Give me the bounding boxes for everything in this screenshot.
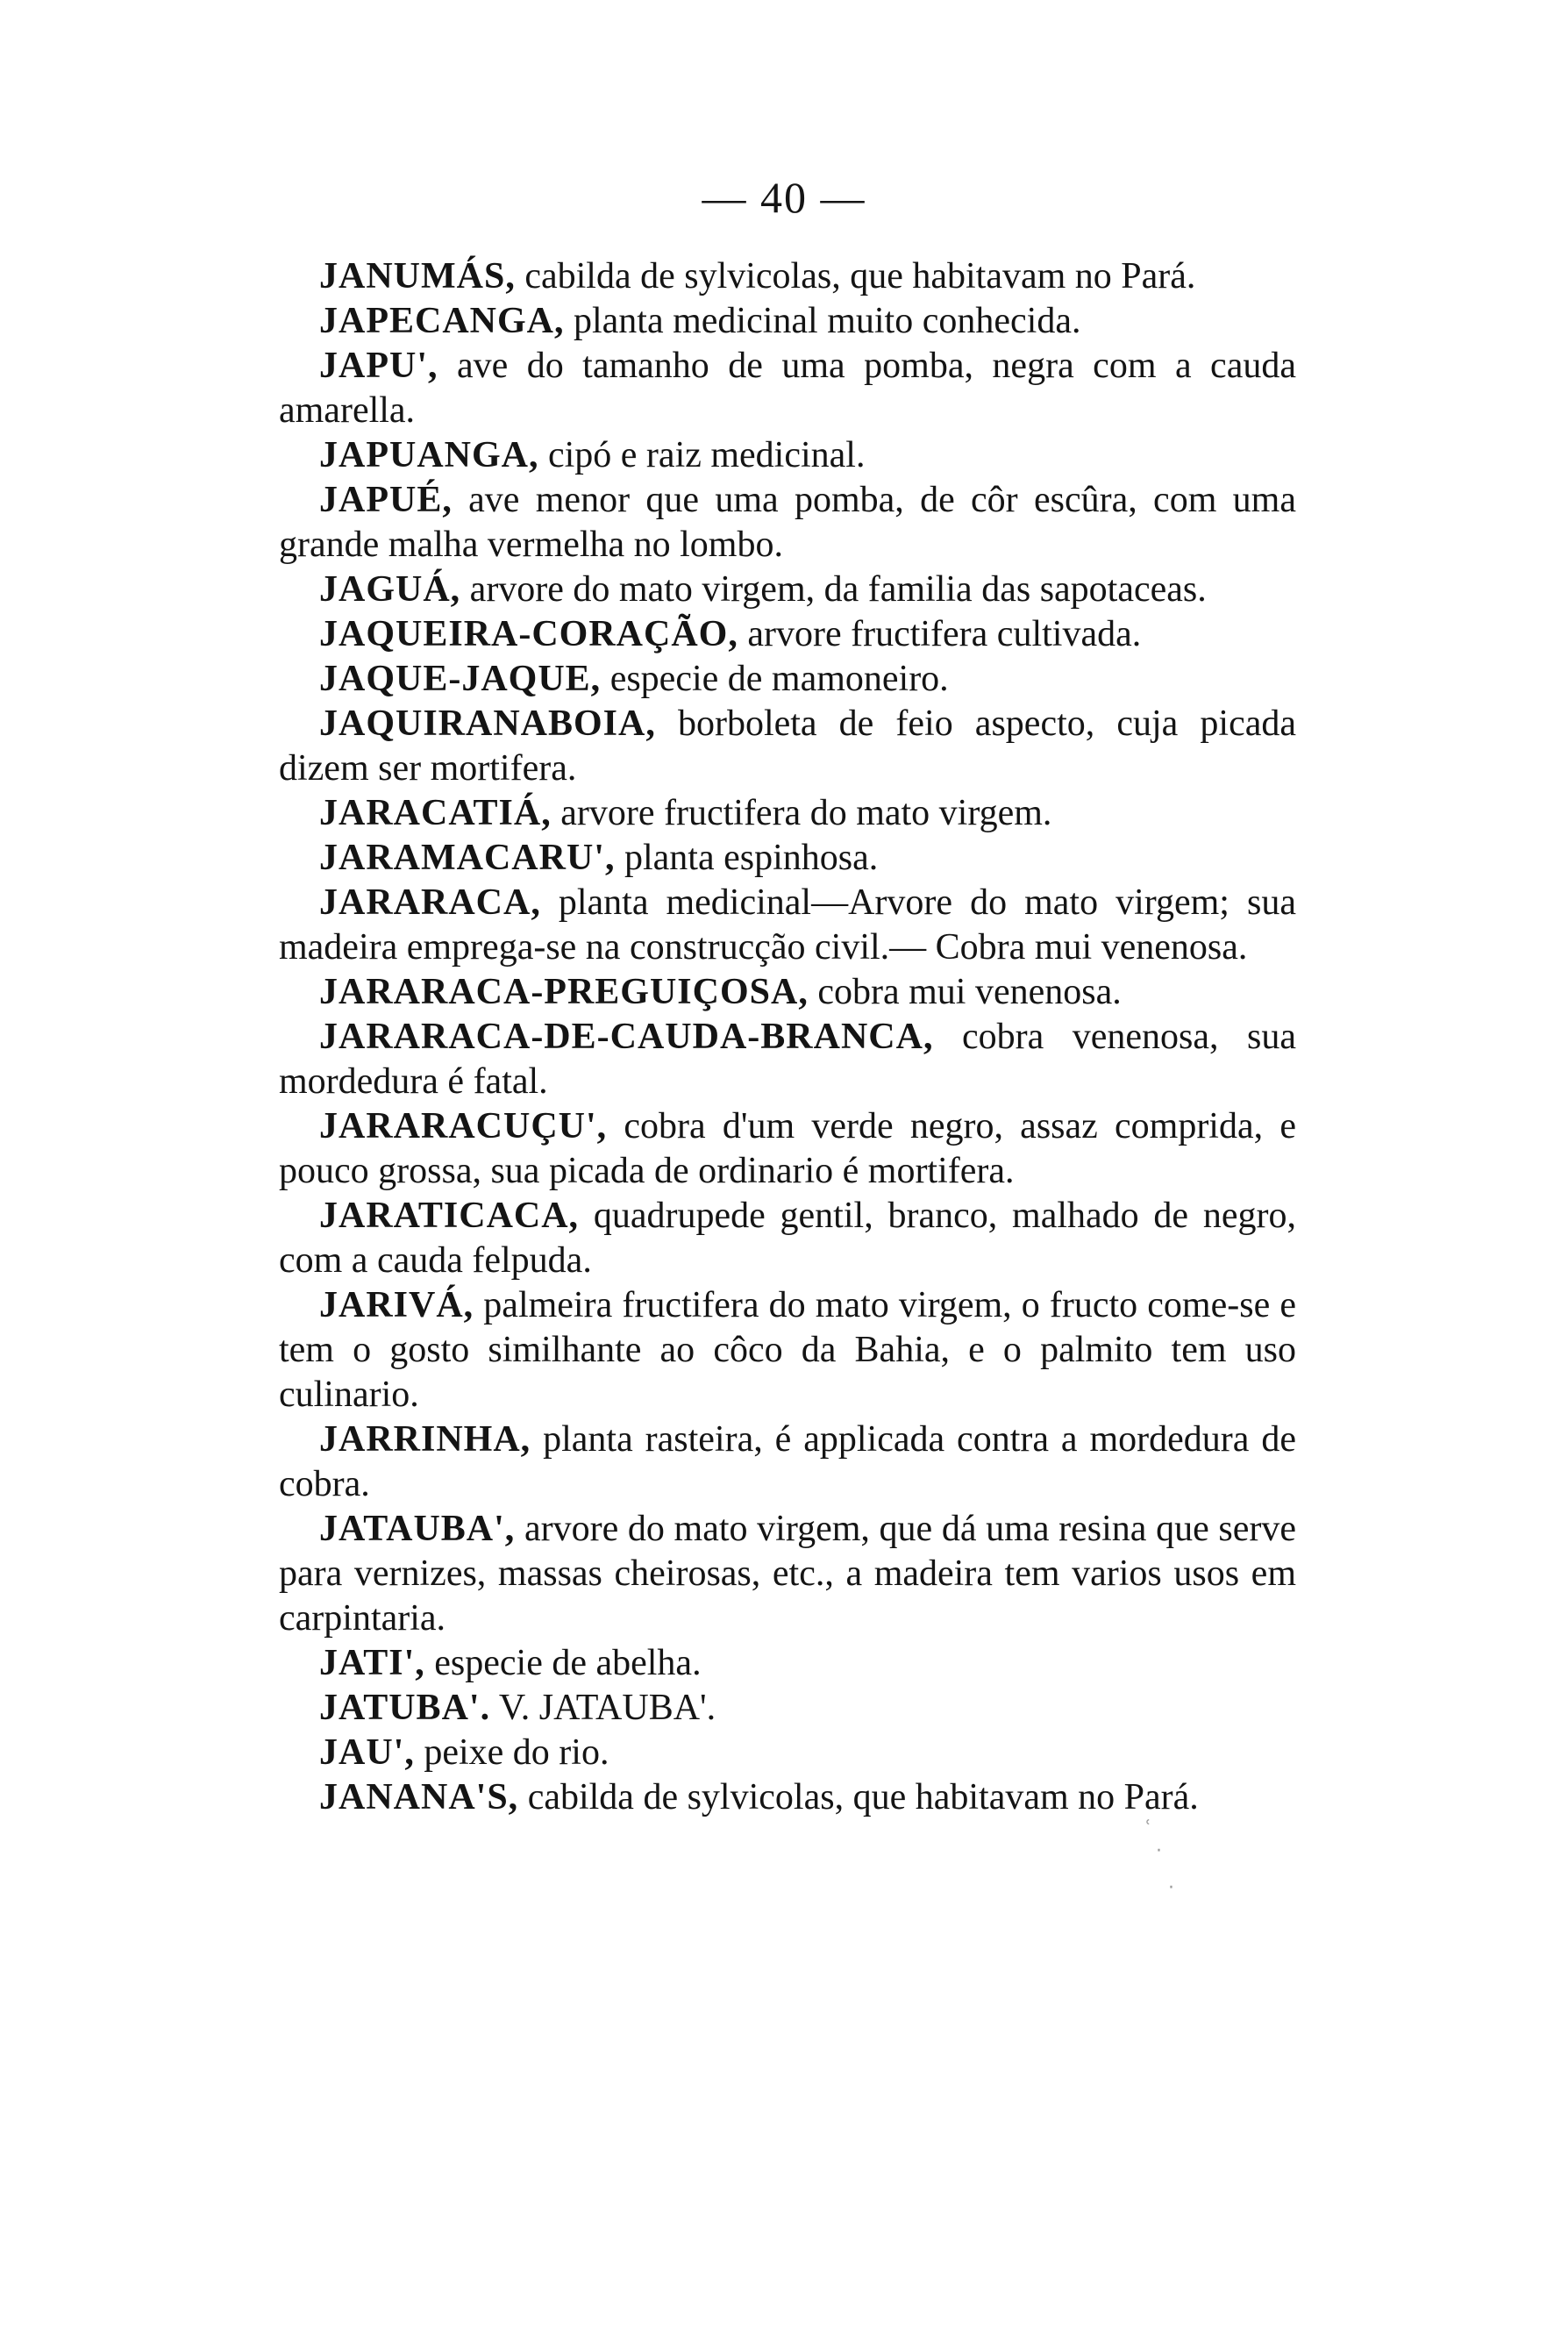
- headword: JARARACA-DE-CAUDA-BRANCA,: [319, 1017, 934, 1057]
- entry-jararaca: [279, 881, 1296, 970]
- definition: ave menor que uma pomba, de côr escûra, com uma grande malha vermelha no lombo.: [279, 480, 1296, 565]
- definition: cobra venenosa, sua mordedura é fatal.: [279, 1017, 1296, 1102]
- headword: JAQUE-JAQUE,: [319, 659, 602, 699]
- headword: JAPUANGA,: [319, 435, 539, 475]
- headword: JATUBA'.: [319, 1688, 491, 1728]
- entry-jatuba: [279, 1686, 1296, 1731]
- headword: JAPUÉ,: [319, 480, 453, 520]
- definition: arvore do mato virgem, que dá uma resina que serve para vernizes, massas cheirosas, etc., a madeira tem varios usos em carpintaria.: [279, 1509, 1296, 1639]
- definition: palmeira fructifera do mato virgem, o fructo come-se e tem o gosto similhante ao côco da Bahia, e o palmito tem uso culinario.: [279, 1285, 1296, 1415]
- dictionary-entries: [279, 254, 1296, 1820]
- headword: JAQUIRANABOIA,: [319, 703, 656, 744]
- headword: JAPU',: [319, 346, 438, 386]
- definition: cobra mui venenosa.: [808, 972, 1122, 1012]
- entry-jaraticaca: [279, 1194, 1296, 1283]
- headword: JATI',: [319, 1643, 425, 1683]
- definition: borboleta de feio aspecto, cuja picada dizem ser mortifera.: [279, 703, 1296, 789]
- definition: cobra d'um verde negro, assaz comprida, e pouco grossa, sua picada de ordinario é mortifera.: [279, 1106, 1296, 1191]
- entry-janumas: [279, 254, 1296, 299]
- definition: arvore do mato virgem, da familia das sapotaceas.: [460, 569, 1207, 610]
- headword: JARARACUÇU',: [319, 1106, 608, 1146]
- definition: planta medicinal—Arvore do mato virgem; sua madeira emprega-se na construcção civil.— Cobra mui venenosa.: [279, 882, 1296, 968]
- definition: cabilda de sylvicolas, que habitavam no Pará.: [515, 256, 1196, 296]
- definition: planta espinhosa.: [615, 838, 879, 878]
- headword: JAPECANGA,: [319, 301, 565, 341]
- entry-jaquiranaboia: [279, 702, 1296, 791]
- entry-jaque-jaque: [279, 657, 1296, 702]
- headword: JARIVÁ,: [319, 1285, 474, 1325]
- headword: JATAUBA',: [319, 1509, 516, 1549]
- definition: planta medicinal muito conhecida.: [564, 301, 1081, 341]
- headword: JARARACA-PREGUIÇOSA,: [319, 972, 809, 1012]
- entry-jariva: [279, 1283, 1296, 1417]
- headword: JARAMACARU',: [319, 838, 616, 878]
- entry-japu: [279, 344, 1296, 433]
- entry-japue: [279, 478, 1296, 568]
- entry-japuanga: [279, 433, 1296, 478]
- entry-jaracatia: [279, 791, 1296, 836]
- headword: JARARACA,: [319, 882, 541, 923]
- entry-jatauba: [279, 1507, 1296, 1641]
- definition: planta rasteira, é applicada contra a mordedura de cobra.: [279, 1419, 1296, 1504]
- headword: JARATICACA,: [319, 1196, 580, 1236]
- entry-jaqueira-coracao: [279, 612, 1296, 657]
- definition: ave do tamanho de uma pomba, negra com a cauda amarella.: [279, 346, 1296, 431]
- headword: JANANA'S,: [319, 1777, 519, 1817]
- definition: cabilda de sylvicolas, que habitavam no Pará.: [518, 1777, 1199, 1817]
- headword: JAQUEIRA-CORAÇÃO,: [319, 614, 738, 654]
- definition: quadrupede gentil, branco, malhado de negro, com a cauda felpuda.: [279, 1196, 1296, 1281]
- definition: especie de mamoneiro.: [601, 659, 949, 699]
- definition: V. JATAUBA'.: [490, 1688, 716, 1728]
- headword: JARRINHA,: [319, 1419, 531, 1460]
- entry-jararacucu: [279, 1104, 1296, 1194]
- entry-jarrinha: [279, 1417, 1296, 1507]
- entry-jararaca-de-cauda-branca: [279, 1015, 1296, 1104]
- definition: cipó e raiz medicinal.: [538, 435, 866, 475]
- definition: arvore fructifera cultivada.: [738, 614, 1142, 654]
- entry-jagua: [279, 568, 1296, 612]
- print-speck-mark: ·: [1168, 1877, 1174, 1899]
- print-speck-mark: ·: [1156, 1840, 1162, 1862]
- entry-jau: [279, 1731, 1296, 1775]
- definition: especie de abelha.: [424, 1643, 702, 1683]
- entry-janana: [279, 1775, 1296, 1820]
- print-speck-mark: ʿ: [1145, 1817, 1151, 1839]
- entry-jaramacaru: [279, 836, 1296, 881]
- definition: peixe do rio.: [414, 1732, 609, 1773]
- definition: arvore fructifera do mato virgem.: [551, 793, 1052, 833]
- entry-jati: [279, 1641, 1296, 1686]
- page-number: — 40 —: [702, 173, 866, 222]
- headword: JAGUÁ,: [319, 569, 461, 610]
- entry-jararaca-preguicosa: [279, 970, 1296, 1015]
- headword: JARACATIÁ,: [319, 793, 552, 833]
- headword: JAU',: [319, 1732, 415, 1773]
- entry-japecanga: [279, 299, 1296, 344]
- headword: JANUMÁS,: [319, 256, 516, 296]
